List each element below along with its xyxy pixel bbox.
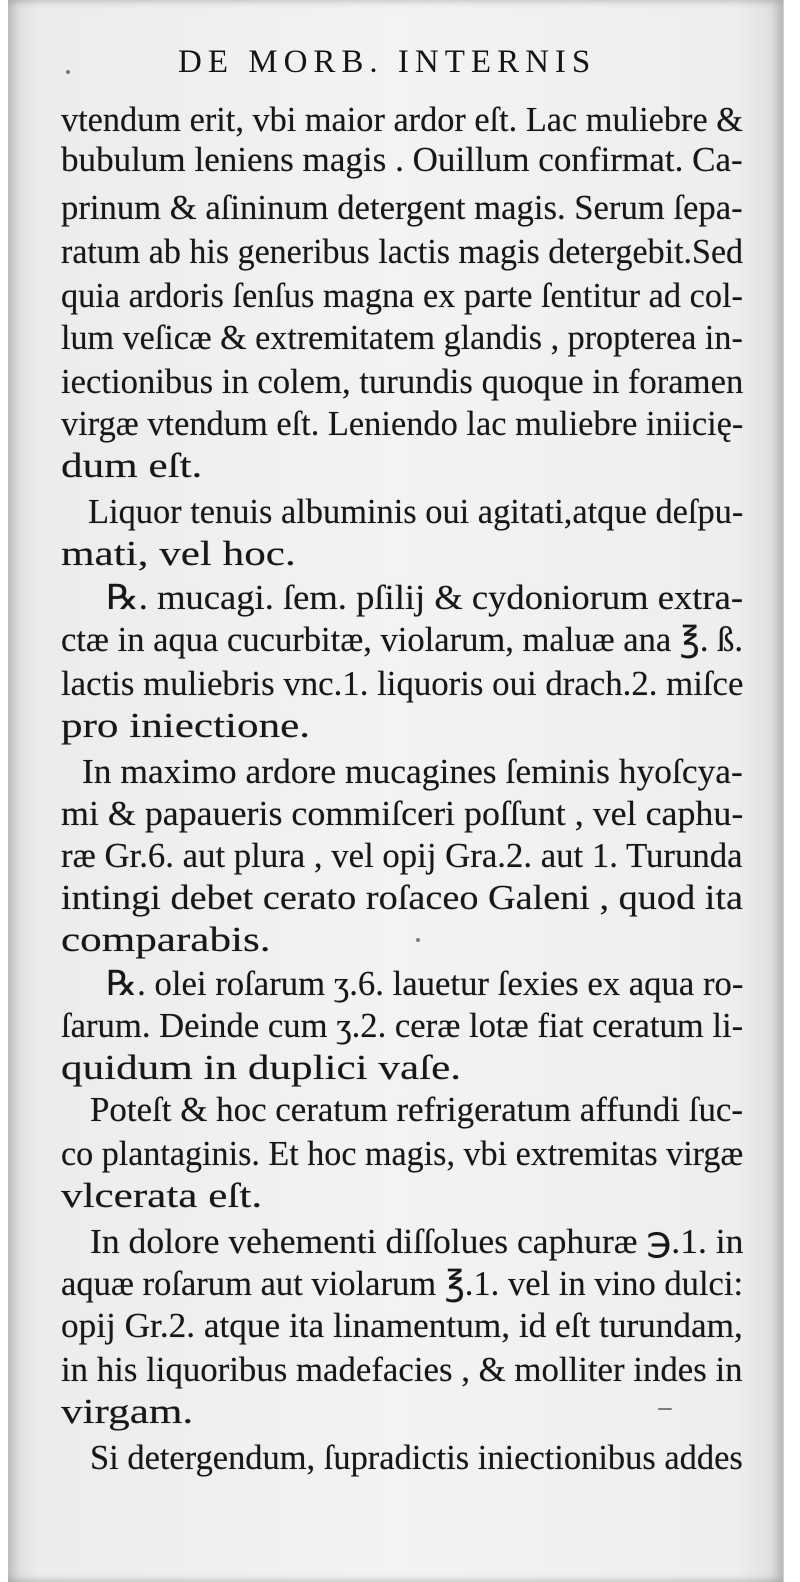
text-line: iectionibus in colem, turundis quoque in foramen: [61, 363, 744, 401]
text-line: ℞. olei roſarum ʒ.6. lauetur ſexies ex aqua ro-: [106, 965, 744, 1003]
text-line: mati, vel hoc.: [61, 535, 296, 573]
text-line: Poteſt & hoc ceratum refrigeratum affundi ſuc-: [90, 1091, 744, 1129]
text-line: ctæ in aqua cucurbitæ, violarum, maluæ ana ℥. ß.: [61, 621, 744, 659]
book-page: [8, 0, 783, 1582]
text-line: pro iniectione.: [61, 707, 311, 745]
text-line: virgam.: [61, 1393, 194, 1431]
text-line: ℞. mucagi. ſem. pſilij & cydoniorum extra-: [106, 579, 744, 617]
text-line: in his liquoribus madefacies , & molliter indes in: [61, 1351, 743, 1389]
text-line: Liquor tenuis albuminis oui agitati,atque deſpu-: [88, 493, 744, 531]
text-line: opij Gr.2. atque ita linamentum, id eſt turundam,: [61, 1307, 743, 1345]
text-line: In dolore vehementi diſſolues caphuræ ℈.1. in: [90, 1223, 744, 1261]
ink-speck: [658, 1408, 672, 1410]
text-line: ratum ab his generibus lactis magis detergebit.Sed: [61, 233, 744, 271]
text-line: lum veſicæ & extremitatem glandis , propterea in-: [61, 319, 743, 357]
scan-margin: [783, 0, 800, 1582]
text-line: dum eſt.: [61, 447, 203, 485]
text-line: lactis muliebris vnc.1. liquoris oui drach.2. miſce: [61, 665, 744, 703]
text-line: prinum & aſininum detergent magis. Serum ſepa-: [61, 189, 743, 227]
text-line: ræ Gr.6. aut plura , vel opij Gra.2. aut 1. Turunda: [61, 837, 743, 875]
text-line: bubulum leniens magis . Ouillum confirmat. Ca-: [61, 141, 743, 179]
text-line: mi & papaueris commiſceri poſſunt , vel caphu-: [61, 795, 744, 833]
text-line: ſarum. Deinde cum ʒ.2. ceræ lotæ fiat ceratum li-: [61, 1007, 744, 1045]
text-line: co plantaginis. Et hoc magis, vbi extremitas virgæ: [61, 1135, 744, 1173]
text-line: comparabis.: [61, 921, 271, 959]
ink-speck: [66, 70, 70, 74]
text-line: virgæ vtendum eſt. Leniendo lac muliebre iniicię-: [61, 405, 744, 443]
text-line: In maximo ardore mucagines ſeminis hyoſcya-: [82, 753, 743, 791]
text-line: quidum in duplici vaſe.: [61, 1049, 462, 1087]
running-head: DE MORB. INTERNIS: [178, 44, 597, 80]
text-line: aquæ roſarum aut violarum ℥.1. vel in vino dulci:: [61, 1265, 744, 1303]
text-line: quia ardoris ſenſus magna ex parte ſentitur ad col-: [61, 277, 743, 315]
ink-speck: [416, 938, 420, 942]
text-line: Si detergendum, ſupradictis iniectionibus addes: [90, 1439, 743, 1477]
text-line: vlcerata eſt.: [61, 1177, 263, 1215]
text-line: intingi debet cerato roſaceo Galeni , quod ita: [61, 879, 744, 917]
text-line: vtendum erit, vbi maior ardor eſt. Lac muliebre &: [61, 101, 743, 139]
